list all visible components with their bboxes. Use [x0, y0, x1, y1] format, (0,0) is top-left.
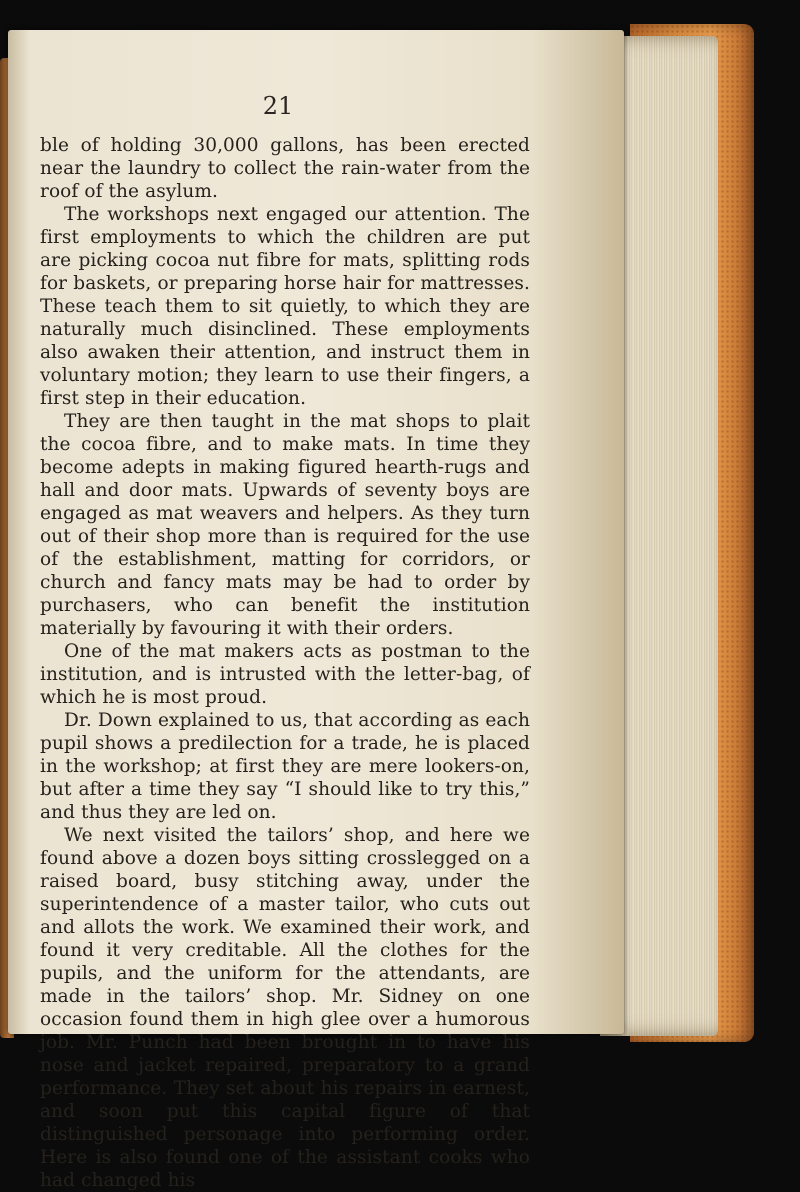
paragraph: We next visited the tailors’ shop, and here we found above a dozen boys sitting crosslegged on a raised board, busy stitching away, under the superintendence of a master tailor, who cuts out and allots the work. We examined their work, and found it very creditable. All the clothes for the pupils, and the uniform for the attendants, are made in the tailors’ shop. Mr. Sidney on one occasion found them in high glee over a humorous job. Mr. Punch had been brought in to have his nose and jacket repaired, preparatory to a grand performance. They set about his repairs in earnest, and soon put this capital figure of that distinguished personage into performing order. Here is also found one of the assistant cooks who had changed his [40, 825, 530, 1191]
body-text [40, 134, 530, 1192]
page-number: 21 [262, 92, 294, 120]
paragraph: ble of holding 30,000 gallons, has been erected near the laundry to collect the rain-water from the roof of the asylum. [40, 135, 530, 202]
paragraph: The workshops next engaged our attention. The first employments to which the children are put are picking cocoa nut fibre for mats, splitting rods for baskets, or preparing horse hair for mattresses. These teach them to sit quietly, to which they are naturally much disinclined. These employments also awaken their attention, and instruct them in voluntary motion; they learn to use their fingers, a first step in their education. [40, 204, 530, 409]
book-page [8, 30, 624, 1191]
paragraph: Dr. Down explained to us, that according as each pupil shows a predilection for a trade, he is placed in the workshop; at first they are mere lookers-on, but after a time they say “I should like to try this,” and thus they are led on. [40, 710, 530, 823]
paragraph: One of the mat makers acts as postman to the institution, and is intrusted with the letter-bag, of which he is most proud. [40, 641, 530, 708]
paragraph: They are then taught in the mat shops to plait the cocoa fibre, and to make mats. In time they become adepts in making figured hearth-rugs and hall and door mats. Upwards of seventy boys are engaged as mat weavers and helpers. As they turn out of their shop more than is required for the use of the establishment, matting for corridors, or church and fancy mats may be had to order by purchasers, who can benefit the institution materially by favouring it with their orders. [40, 411, 530, 639]
